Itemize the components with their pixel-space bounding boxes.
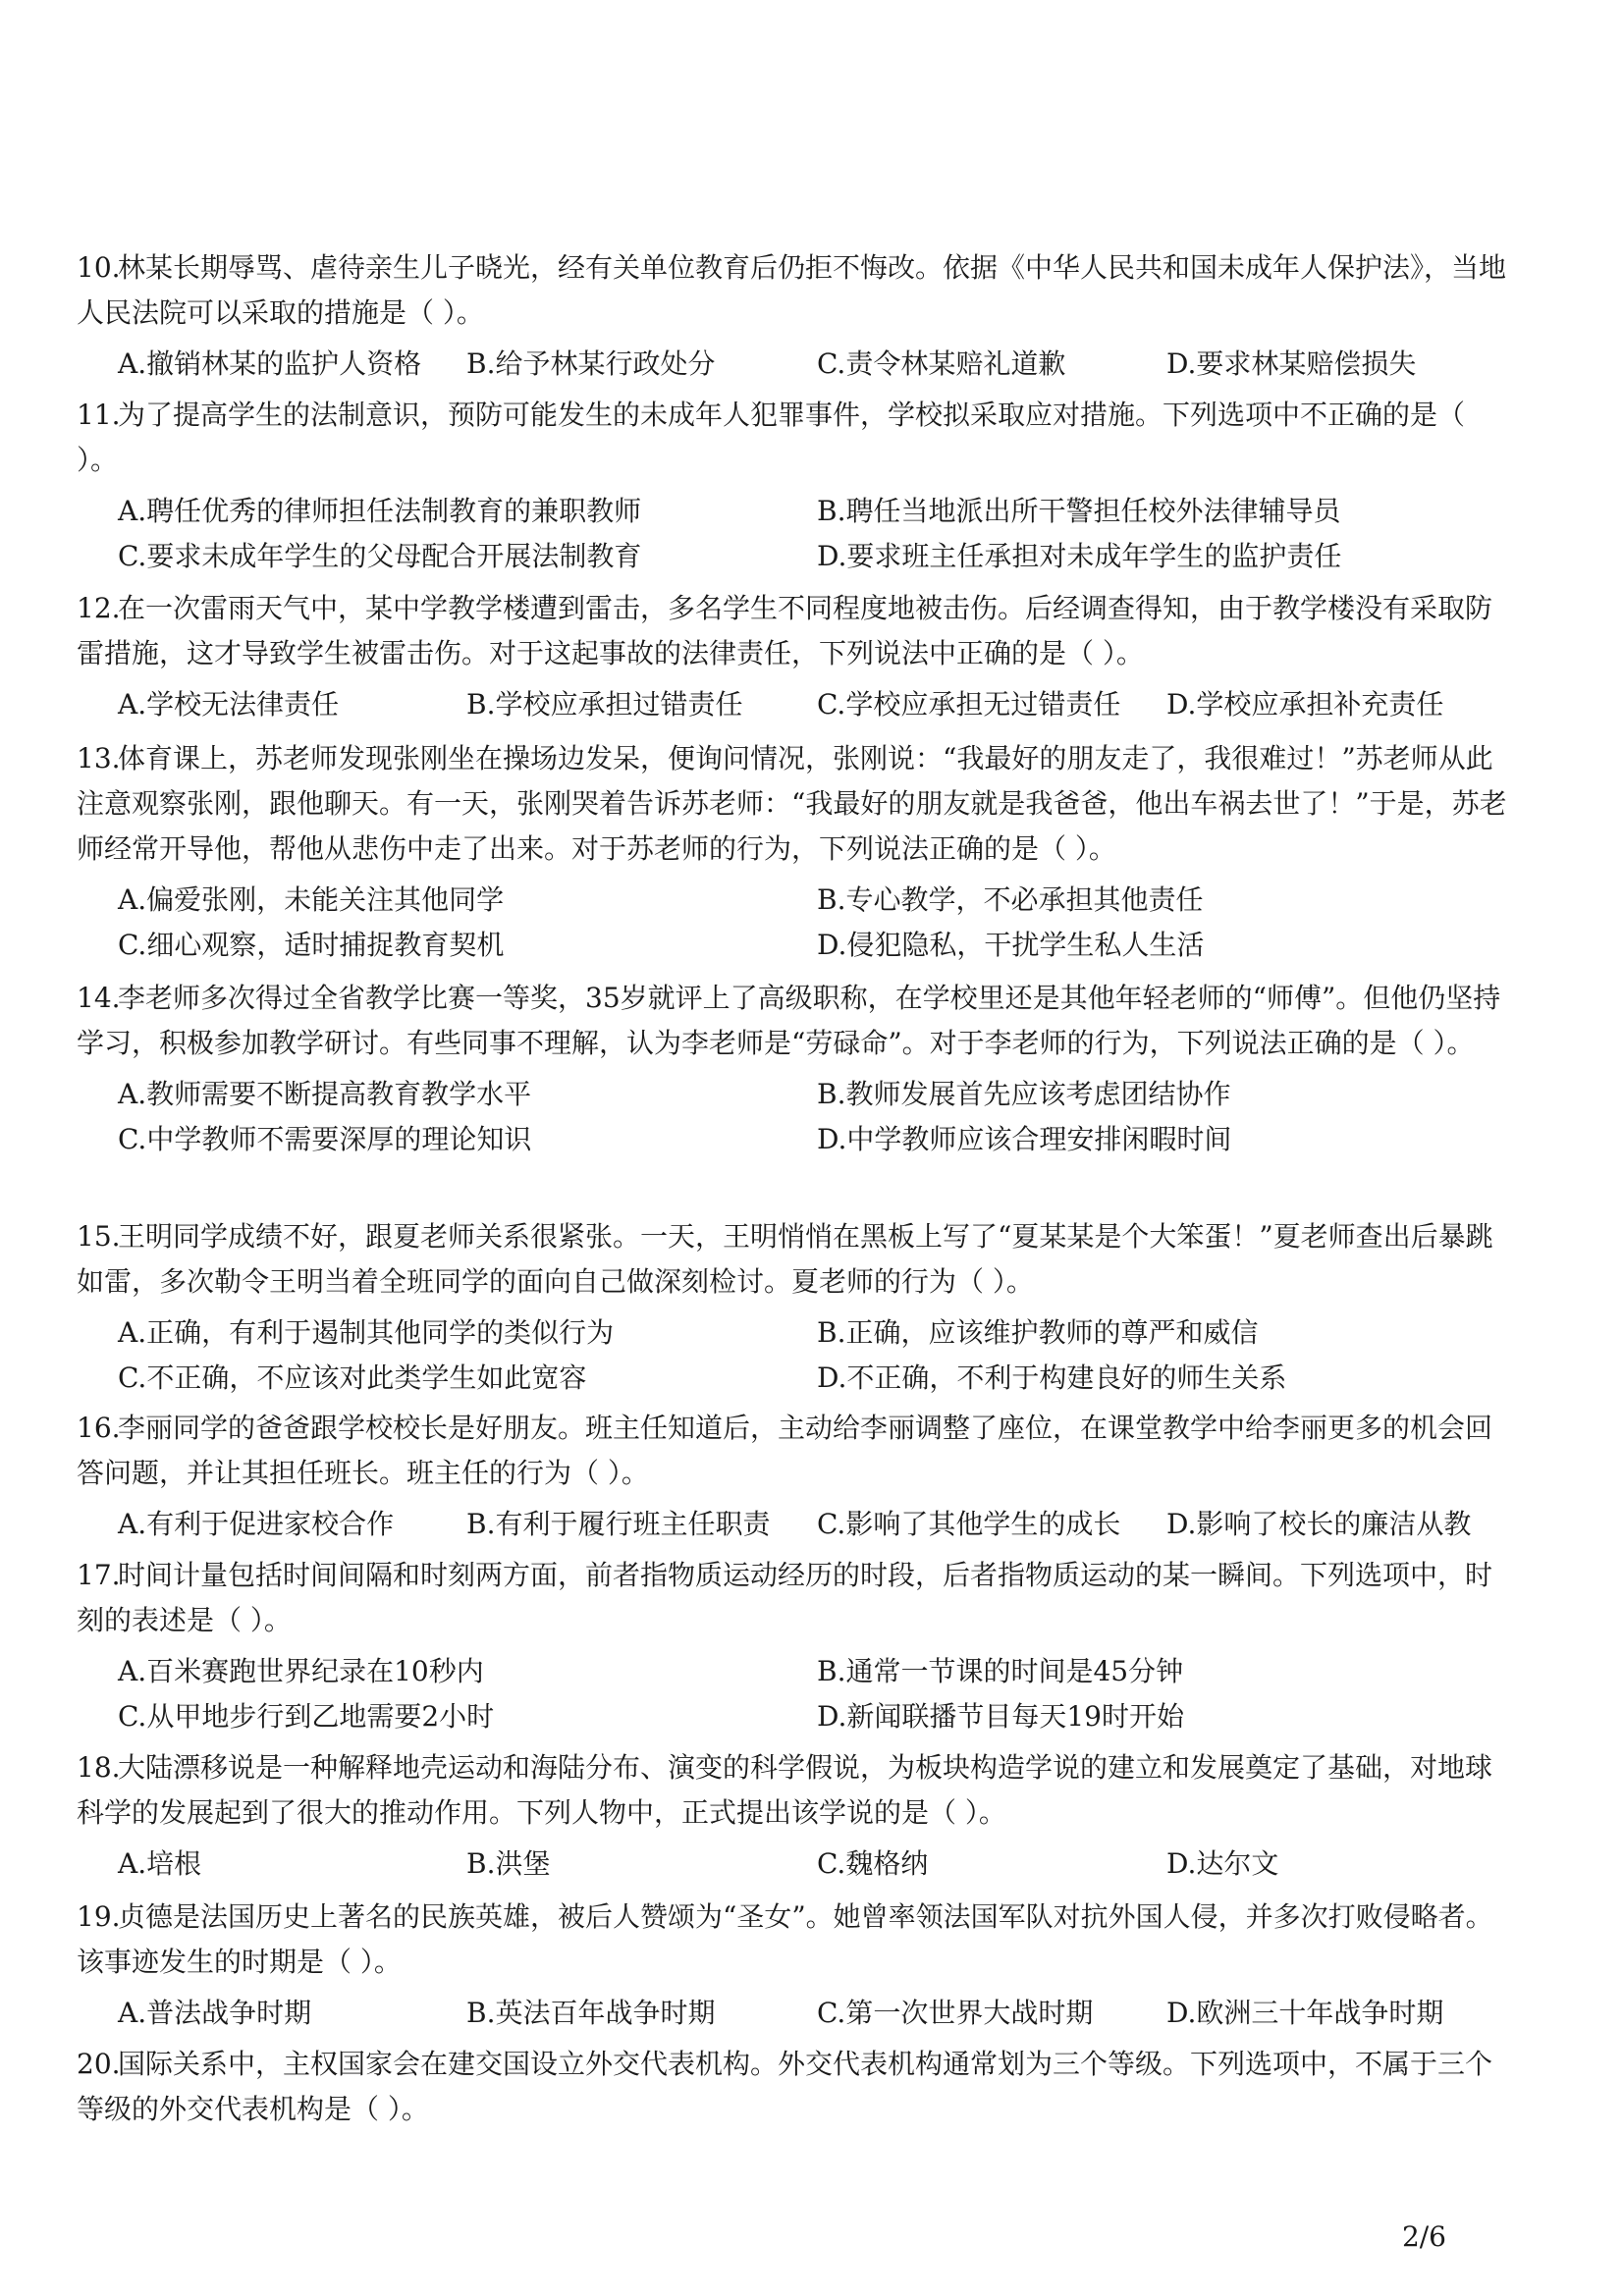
option-d: D.侵犯隐私，干扰学生私人生活 [817,929,1205,961]
option-d: D.影响了校长的廉洁从教 [1166,1508,1472,1540]
question-18 [77,1745,1510,1887]
question-stem [77,1214,1510,1305]
question-stem [77,586,1510,676]
question-17 [77,1553,1510,1739]
option-a: A.偏爱张刚，未能关注其他同学 [118,883,505,916]
question-stem [77,1406,1510,1496]
option-c: C.从甲地步行到乙地需要2小时 [118,1700,495,1733]
option-d: D.学校应承担补充责任 [1166,688,1444,721]
question-text: 大陆漂移说是一种解释地壳运动和海陆分布、演变的科学假说，为板块构造学说的建立和发展奠定了基础，对地球科学的发展起到了很大的推动作用。下列人物中，正式提出该学说的是（ ）。 [77,1751,1493,1829]
question-14 [77,976,1510,1162]
option-d: D.不正确，不利于构建良好的师生关系 [817,1362,1287,1394]
options-row [118,682,1510,727]
question-text: 在一次雷雨天气中，某中学教学楼遭到雷击，多名学生不同程度地被击伤。后经调查得知，由于教学楼没有采取防雷措施，这才导致学生被雷击伤。对于这起事故的法律责任，下列说法中正确的是（ ）。 [77,592,1493,669]
option-b: B.学校应承担过错责任 [466,688,743,721]
question-text: 贞德是法国历史上著名的民族英雄，被后人赞颂为“圣女”。她曾率领法国军队对抗外国人侵，并多次打败侵略者。该事迹发生的时期是（ ）。 [77,1900,1493,1978]
option-a: A.有利于促进家校合作 [118,1508,395,1540]
question-number: 20. [77,2048,121,2080]
question-stem [77,245,1510,336]
option-c: C.中学教师不需要深厚的理论知识 [118,1123,532,1155]
options-row [118,342,1510,387]
question-stem [77,1745,1510,1836]
page-number: 2/6 [1401,2220,1446,2253]
options-row [118,1842,1510,1887]
question-text: 时间计量包括时间间隔和时刻两方面，前者指物质运动经历的时段，后者指物质运动的某一瞬间。下列选项中，时刻的表述是（ ）。 [77,1559,1493,1636]
option-b: B.专心教学，不必承担其他责任 [817,883,1204,916]
option-d: D.新闻联播节目每天19时开始 [817,1700,1184,1733]
question-stem [77,976,1510,1066]
option-d: D.中学教师应该合理安排闲暇时间 [817,1123,1232,1155]
question-number: 18. [77,1751,121,1784]
options-row [118,1502,1510,1547]
question-number: 10. [77,251,121,284]
option-b: B.通常一节课的时间是45分钟 [817,1655,1184,1687]
question-11 [77,393,1510,579]
option-c: C.责令林某赔礼道歉 [817,347,1066,380]
option-a: A.培根 [118,1847,202,1880]
option-c: C.影响了其他学生的成长 [817,1508,1121,1540]
option-c: C.要求未成年学生的父母配合开展法制教育 [118,540,642,572]
option-c: C.不正确，不应该对此类学生如此宽容 [118,1362,587,1394]
options-grid [118,1649,1510,1739]
option-a: A.教师需要不断提高教育教学水平 [118,1078,532,1110]
option-a: A.正确，有利于遏制其他同学的类似行为 [118,1316,615,1349]
option-b: B.聘任当地派出所干警担任校外法律辅导员 [817,495,1341,527]
option-c: C.魏格纳 [817,1847,929,1880]
option-d: D.要求班主任承担对未成年学生的监护责任 [817,540,1342,572]
option-c: C.细心观察，适时捕捉教育契机 [118,929,505,961]
question-13 [77,736,1510,968]
option-b: B.洪堡 [466,1847,551,1880]
options-row [118,1991,1510,2036]
option-b: B.正确，应该维护教师的尊严和威信 [817,1316,1259,1349]
question-number: 11. [77,399,121,431]
question-16 [77,1406,1510,1547]
option-b: B.英法百年战争时期 [466,1997,716,2029]
question-number: 17. [77,1559,121,1591]
question-text: 为了提高学生的法制意识，预防可能发生的未成年人犯罪事件，学校拟采取应对措施。下列选项中不正确的是（ ）。 [77,399,1466,476]
question-text: 王明同学成绩不好，跟夏老师关系很紧张。一天，王明悄悄在黑板上写了“夏某某是个大笨蛋！”夏老师查出后暴跳如雷，多次勒令王明当着全班同学的面向自己做深刻检讨。夏老师的行为（ ）。 [77,1220,1493,1298]
question-number: 19. [77,1900,121,1933]
question-15 [77,1214,1510,1401]
option-a: A.撤销林某的监护人资格 [118,347,422,380]
option-c: C.学校应承担无过错责任 [817,688,1121,721]
option-c: C.第一次世界大战时期 [817,1997,1094,2029]
question-stem [77,1553,1510,1643]
question-text: 国际关系中，主权国家会在建交国设立外交代表机构。外交代表机构通常划为三个等级。下列选项中，不属于三个等级的外交代表机构是（ ）。 [77,2048,1493,2125]
question-12 [77,586,1510,727]
question-19 [77,1895,1510,2036]
question-number: 13. [77,742,121,774]
options-grid [118,1072,1510,1162]
question-text: 林某长期辱骂、虐待亲生儿子晓光，经有关单位教育后仍拒不悔改。依据《中华人民共和国未成年人保护法》，当地人民法院可以采取的措施是（ ）。 [77,251,1507,329]
question-stem [77,1895,1510,1985]
question-20 [77,2042,1510,2132]
options-grid [118,878,1510,968]
question-number: 15. [77,1220,121,1253]
option-a: A.百米赛跑世界纪录在10秒内 [118,1655,484,1687]
option-a: A.聘任优秀的律师担任法制教育的兼职教师 [118,495,642,527]
question-text: 体育课上，苏老师发现张刚坐在操场边发呆，便询问情况，张刚说：“我最好的朋友走了，我很难过！”苏老师从此注意观察张刚，跟他聊天。有一天，张刚哭着告诉苏老师：“我最好的朋友就是我爸爸，他出车祸去世了！”于是，苏老师经常开导他，帮他从悲伤中走了出来。对于苏老师的行为，下列说法正确的是（ ）。 [77,742,1507,865]
option-a: A.学校无法律责任 [118,688,340,721]
option-b: B.有利于履行班主任职责 [466,1508,771,1540]
question-text: 李老师多次得过全省教学比赛一等奖，35岁就评上了高级职称，在学校里还是其他年轻老师的“师傅”。但他仍坚持学习，积极参加教学研讨。有些同事不理解，认为李老师是“劳碌命”。对于李老师的行为，下列说法正确的是（ ）。 [77,982,1501,1059]
options-grid [118,1310,1510,1401]
question-10 [77,245,1510,387]
question-stem [77,393,1510,483]
question-text: 李丽同学的爸爸跟学校校长是好朋友。班主任知道后，主动给李丽调整了座位，在课堂教学中给李丽更多的机会回答问题，并让其担任班长。班主任的行为（ ）。 [77,1412,1493,1489]
question-stem [77,736,1510,872]
option-b: B.教师发展首先应该考虑团结协作 [817,1078,1231,1110]
option-d: D.欧洲三十年战争时期 [1166,1997,1444,2029]
options-grid [118,489,1510,579]
option-d: D.要求林某赔偿损失 [1166,347,1417,380]
question-number: 14. [77,982,121,1014]
question-number: 16. [77,1412,121,1444]
option-d: D.达尔文 [1166,1847,1279,1880]
question-stem [77,2042,1510,2132]
option-a: A.普法战争时期 [118,1997,312,2029]
option-b: B.给予林某行政处分 [466,347,716,380]
question-number: 12. [77,592,121,624]
